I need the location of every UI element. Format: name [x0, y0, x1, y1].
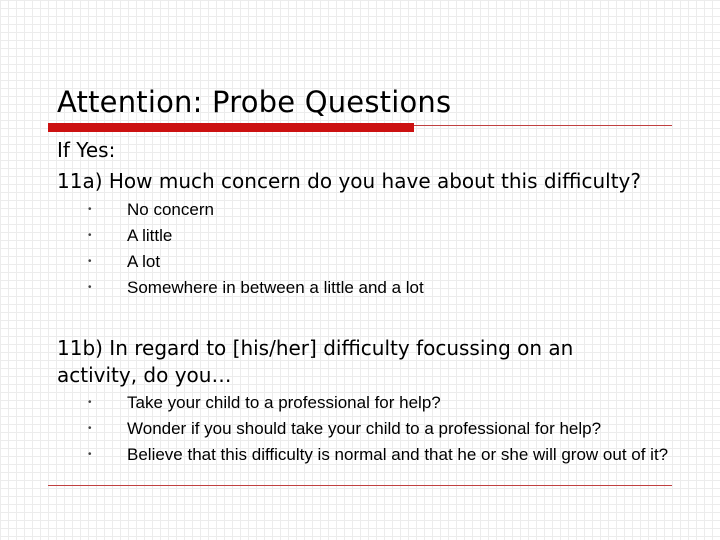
list-item — [88, 275, 424, 301]
bottom-divider — [48, 485, 672, 486]
option-text: No concern — [127, 200, 214, 219]
list-item — [88, 416, 712, 442]
option-text: Believe that this difficulty is normal and that he or she will grow out of it? — [127, 445, 669, 464]
option-text: Somewhere in between a little and a lot — [127, 278, 424, 297]
title-divider — [414, 125, 672, 126]
bullet-icon: • — [88, 230, 92, 241]
list-item — [88, 223, 424, 249]
title-accent-bar — [48, 123, 414, 132]
option-text: Take your child to a professional for help? — [127, 393, 441, 412]
option-text: Wonder if you should take your child to a professional for help? — [127, 419, 602, 438]
question-11b-line-2: activity, do you… — [57, 363, 232, 387]
list-item — [88, 442, 712, 468]
bullet-icon: • — [88, 423, 92, 434]
bullet-icon: • — [88, 282, 92, 293]
option-text: A little — [127, 226, 173, 245]
bullet-icon: • — [88, 256, 92, 267]
bullet-icon: • — [88, 204, 92, 215]
bullet-icon: • — [88, 449, 92, 460]
list-item — [88, 390, 712, 416]
list-item — [88, 197, 424, 223]
list-item — [88, 249, 424, 275]
question-11a: 11a) How much concern do you have about this difficulty? — [57, 169, 642, 193]
bullet-icon: • — [88, 397, 92, 408]
options-11b-list — [88, 390, 712, 468]
intro-text: If Yes: — [57, 138, 116, 162]
options-11a-list — [88, 197, 424, 301]
slide-title: Attention: Probe Questions — [57, 85, 452, 119]
option-text: A lot — [127, 252, 161, 271]
question-11b-line-1: 11b) In regard to [his/her] difficulty focussing on an — [57, 336, 574, 360]
